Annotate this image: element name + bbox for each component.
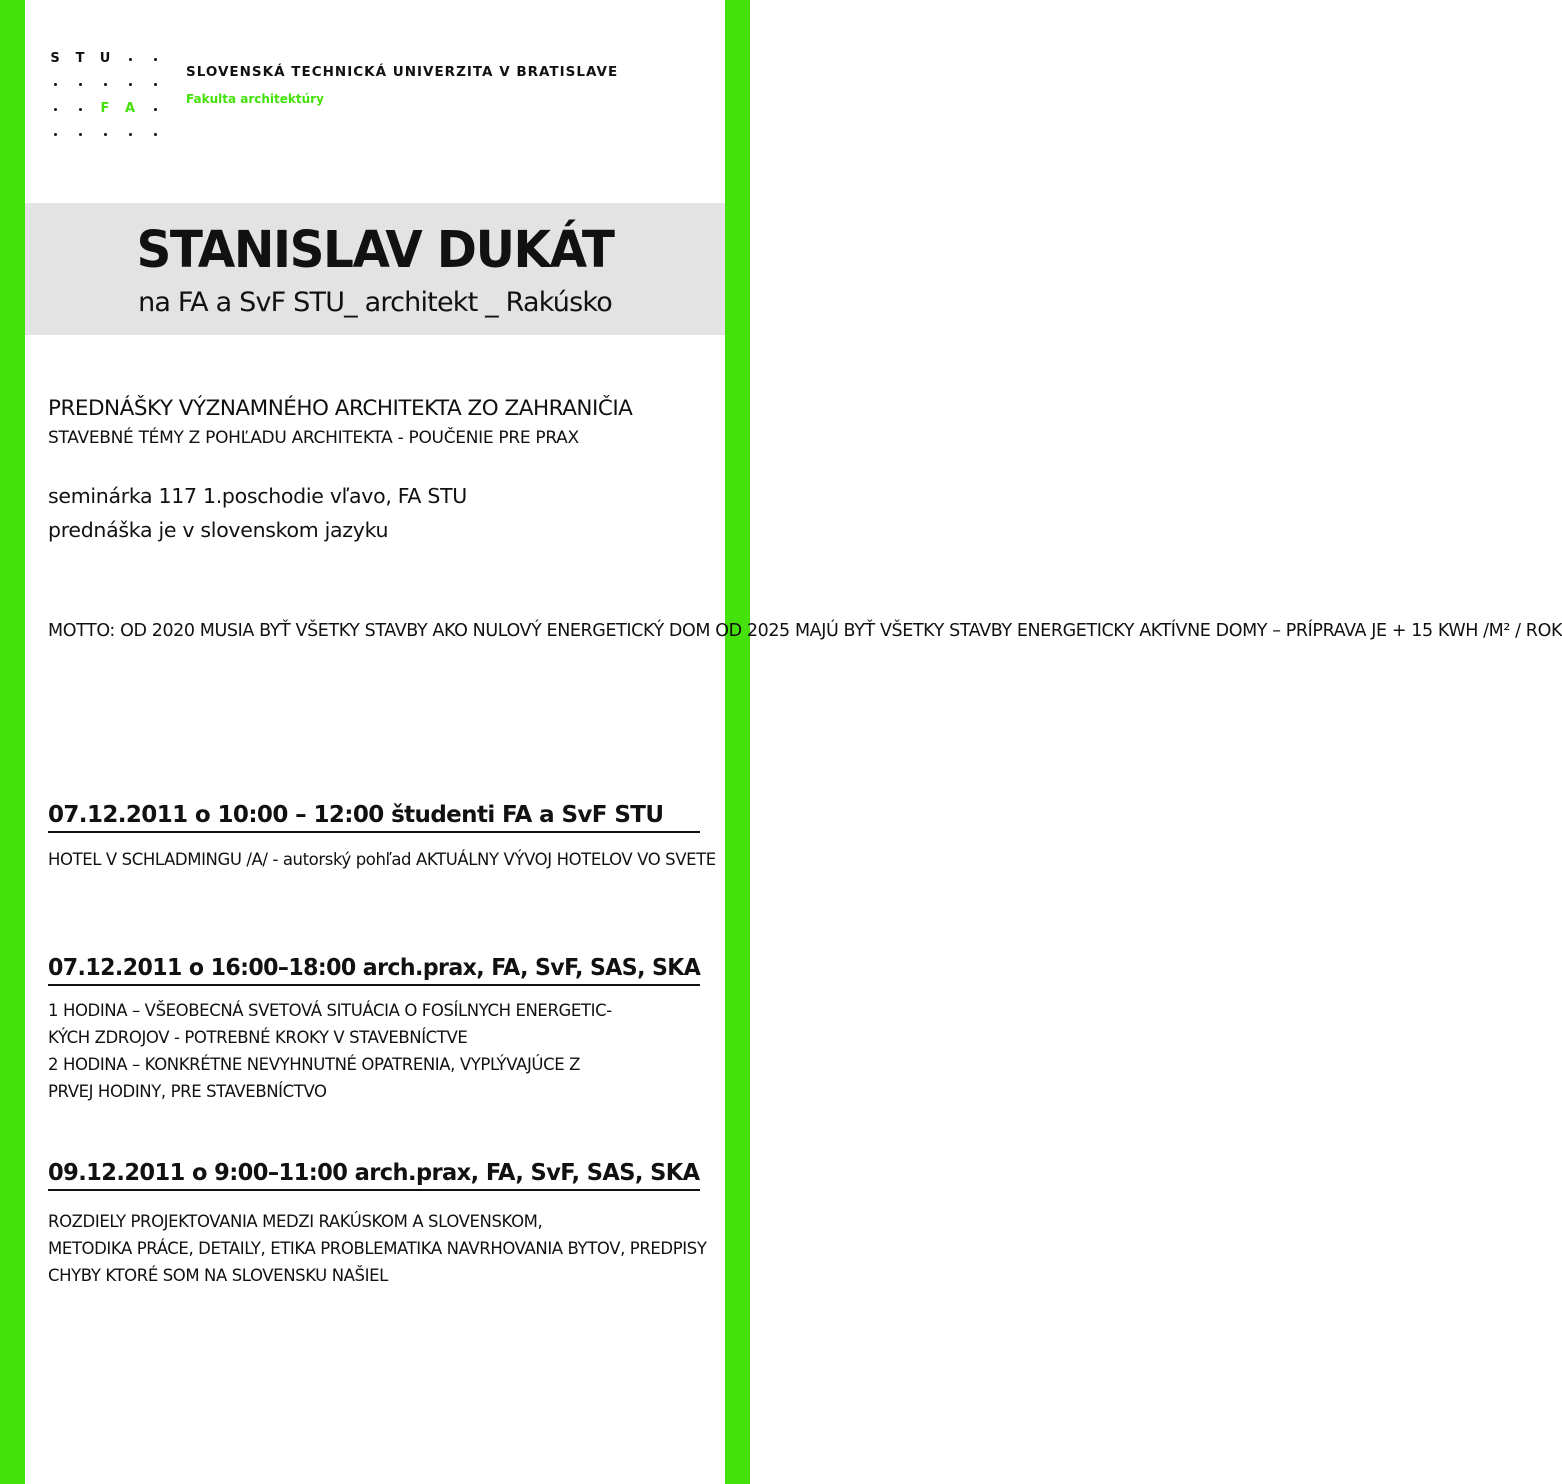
faculty-name: Fakulta architektúry: [186, 92, 324, 106]
logo-dot: [123, 77, 137, 91]
session-1-heading: 07.12.2011 o 10:00 – 12:00 študenti FA a SvF STU: [48, 802, 700, 833]
logo-letter: U: [99, 51, 111, 66]
session-2-heading: 07.12.2011 o 16:00–18:00 arch.prax, FA, SvF, SAS, SKA: [48, 955, 700, 986]
title-band: [25, 203, 725, 335]
logo-dot: [148, 102, 162, 116]
motto-block: [48, 618, 1562, 645]
session-line: PRVEJ HODINY, PRE STAVEBNÍCTVO: [48, 1082, 327, 1101]
logo-dot: [73, 77, 87, 91]
logo-dot: [148, 52, 162, 66]
logo-cell: [98, 52, 112, 66]
session-line: ROZDIELY PROJEKTOVANIA MEDZI RAKÚSKOM A SLOVENSKOM,: [48, 1212, 543, 1231]
session-line: 1 HODINA – VŠEOBECNÁ SVETOVÁ SITUÁCIA O FOSÍLNYCH ENERGETIC-: [48, 1001, 612, 1020]
session-3-body: [48, 1208, 750, 1289]
logo-dot: [48, 77, 62, 91]
logo-cell: [123, 102, 137, 116]
session-line: METODIKA PRÁCE, DETAILY, ETIKA: [48, 1239, 316, 1258]
session-line: CHYBY KTORÉ SOM NA SLOVENSKU NAŠIEL: [48, 1266, 388, 1285]
motto-line: OD 2025 MAJÚ BYŤ VŠETKY STAVBY ENERGETICKY AKTÍVNE DOMY –: [715, 621, 1281, 641]
logo-dot: [148, 127, 162, 141]
logo-letter: A: [124, 101, 136, 116]
lecture-series-title: PREDNÁŠKY VÝZNAMNÉHO ARCHITEKTA ZO ZAHRANIČIA: [48, 396, 633, 421]
logo-cell: [48, 52, 62, 66]
session-line: KÝCH ZDROJOV - POTREBNÉ KROKY V STAVEBNÍCTVE: [48, 1028, 468, 1047]
session-line: HOTEL V SCHLADMINGU /A/ - autorský pohľad: [48, 850, 412, 869]
session-line: 2 HODINA – KONKRÉTNE NEVYHNUTNÉ OPATRENIA, VYPLÝVAJÚCE Z: [48, 1055, 580, 1074]
language-text: prednáška je v slovenskom jazyku: [48, 518, 389, 542]
logo-dot: [123, 127, 137, 141]
logo-dot: [148, 77, 162, 91]
logo-cell: [98, 102, 112, 116]
university-name: SLOVENSKÁ TECHNICKÁ UNIVERZITA V BRATISLAVE: [186, 64, 619, 80]
session-2-body: [48, 997, 750, 1105]
session-line: PROBLEMATIKA NAVRHOVANIA BYTOV, PREDPISY: [320, 1239, 707, 1258]
session-3-heading: 09.12.2011 o 9:00–11:00 arch.prax, FA, SvF, SAS, SKA: [48, 1160, 700, 1191]
lecture-series-subtitle: STAVEBNÉ TÉMY Z POHĽADU ARCHITEKTA - POUČENIE PRE PRAX: [48, 428, 579, 448]
session-1-body: [48, 846, 716, 873]
logo-dot: [73, 102, 87, 116]
stu-fa-logo: [48, 52, 168, 144]
logo-letter: S: [50, 51, 60, 66]
logo-dot: [98, 77, 112, 91]
motto-label: MOTTO:: [48, 621, 115, 641]
motto-line: OD 2020 MUSIA BYŤ VŠETKY STAVBY AKO NULOVÝ ENERGETICKÝ DOM: [120, 621, 711, 641]
logo-dot: [73, 127, 87, 141]
speaker-subtitle: na FA a SvF STU_ architekt _ Rakúsko: [138, 287, 612, 318]
logo-dot: [98, 127, 112, 141]
logo-letter: T: [75, 51, 85, 66]
logo-dot: [48, 127, 62, 141]
logo-letter: F: [100, 101, 110, 116]
logo-dot: [123, 52, 137, 66]
venue-text: seminárka 117 1.poschodie vľavo, FA STU: [48, 484, 467, 508]
logo-dot: [48, 102, 62, 116]
green-border-left: [0, 0, 25, 1484]
session-line: AKTUÁLNY VÝVOJ HOTELOV VO SVETE: [415, 850, 716, 869]
speaker-name: STANISLAV DUKÁT: [136, 221, 614, 280]
logo-cell: [73, 52, 87, 66]
motto-line: PRÍPRAVA JE + 15 KWH /M² / ROK: [1285, 621, 1562, 641]
